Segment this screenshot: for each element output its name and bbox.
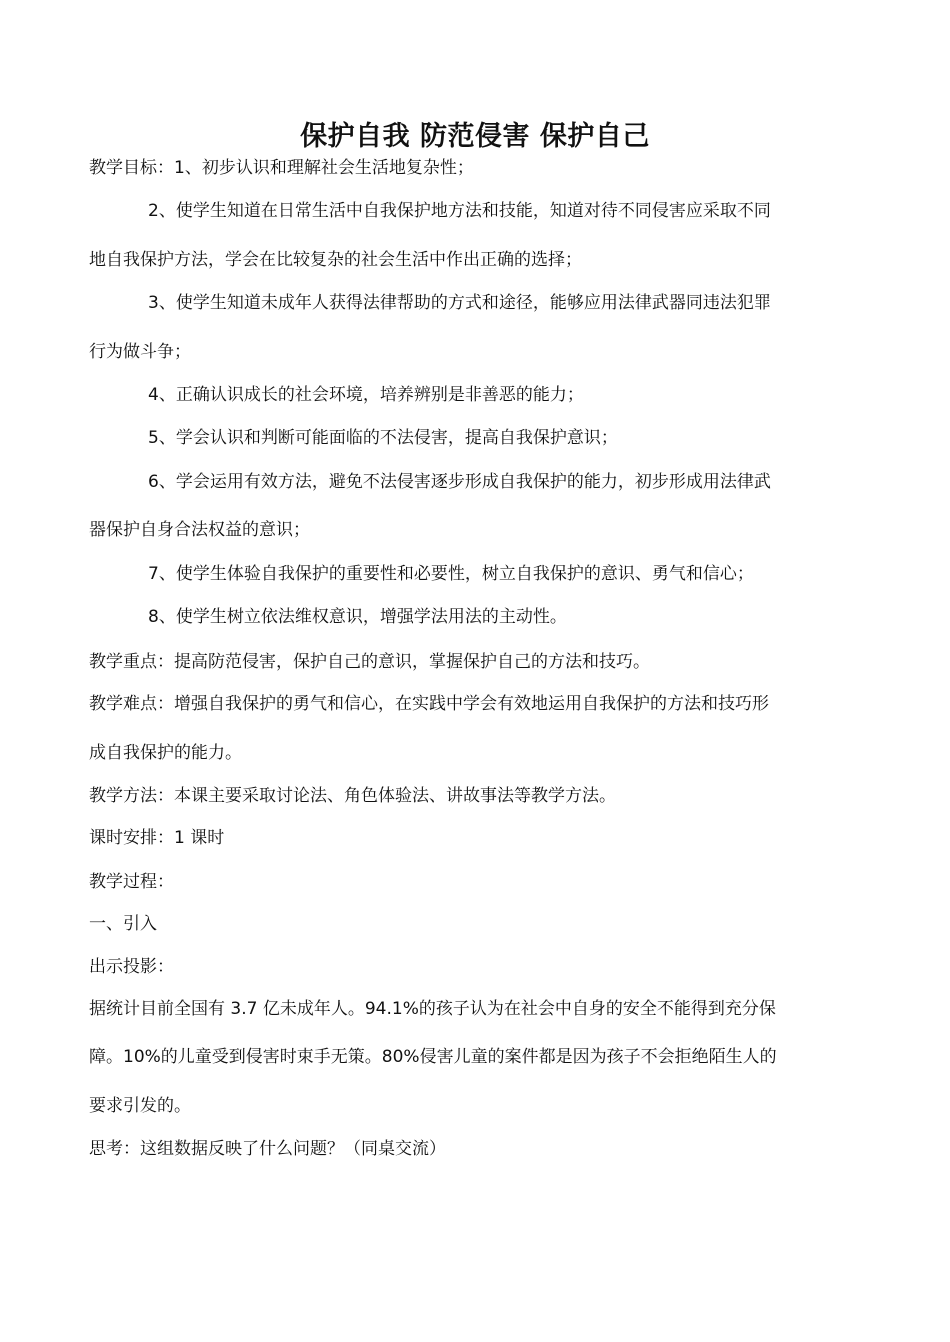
objective-item-6-line-2: 器保护自身合法权益的意识； (89, 520, 310, 540)
statistics-line-1: 据统计目前全国有 3.7 亿未成年人。94.1%的孩子认为在社会中自身的安全不能得到充分保 (89, 999, 776, 1019)
class-schedule: 课时安排：1 课时 (89, 828, 225, 848)
statistics-line-2: 障。10%的儿童受到侵害时束手无策。80%侵害儿童的案件都是因为孩子不会拒绝陌生人的 (89, 1047, 777, 1067)
objective-item-3-line-1: 3、使学生知道未成年人获得法律帮助的方式和途径，能够应用法律武器同违法犯罪 (148, 293, 771, 313)
statistics-line-3: 要求引发的。 (89, 1096, 191, 1116)
difficulties-line-2: 成自我保护的能力。 (89, 743, 242, 763)
objectives-line: 教学目标：1、初步认识和理解社会生活地复杂性； (89, 158, 474, 178)
document-title: 保护自我 防范侵害 保护自己 (300, 121, 650, 152)
projection-label: 出示投影： (89, 957, 174, 977)
objective-item-4: 4、正确认识成长的社会环境，培养辨别是非善恶的能力； (148, 385, 584, 405)
section-heading-intro: 一、引入 (89, 914, 157, 934)
objective-item-2-line-1: 2、使学生知道在日常生活中自我保护地方法和技能，知道对待不同侵害应采取不同 (148, 201, 771, 221)
objective-item-8: 8、使学生树立依法维权意识，增强学法用法的主动性。 (148, 607, 567, 627)
discussion-question: 思考：这组数据反映了什么问题？（同桌交流） (89, 1139, 446, 1159)
objective-item-5: 5、学会认识和判断可能面临的不法侵害，提高自我保护意识； (148, 428, 618, 448)
key-points: 教学重点：提高防范侵害，保护自己的意识，掌握保护自己的方法和技巧。 (89, 652, 650, 672)
objective-item-7: 7、使学生体验自我保护的重要性和必要性，树立自我保护的意识、勇气和信心； (148, 564, 754, 584)
difficulties-line-1: 教学难点：增强自我保护的勇气和信心，在实践中学会有效地运用自我保护的方法和技巧形 (89, 694, 769, 714)
objective-item-2-line-2: 地自我保护方法，学会在比较复杂的社会生活中作出正确的选择； (89, 250, 582, 270)
objective-item-6-line-1: 6、学会运用有效方法，避免不法侵害逐步形成自我保护的能力，初步形成用法律武 (148, 472, 771, 492)
teaching-methods: 教学方法：本课主要采取讨论法、角色体验法、讲故事法等教学方法。 (89, 786, 616, 806)
objective-item-3-line-2: 行为做斗争； (89, 342, 191, 362)
process-label: 教学过程： (89, 872, 174, 892)
